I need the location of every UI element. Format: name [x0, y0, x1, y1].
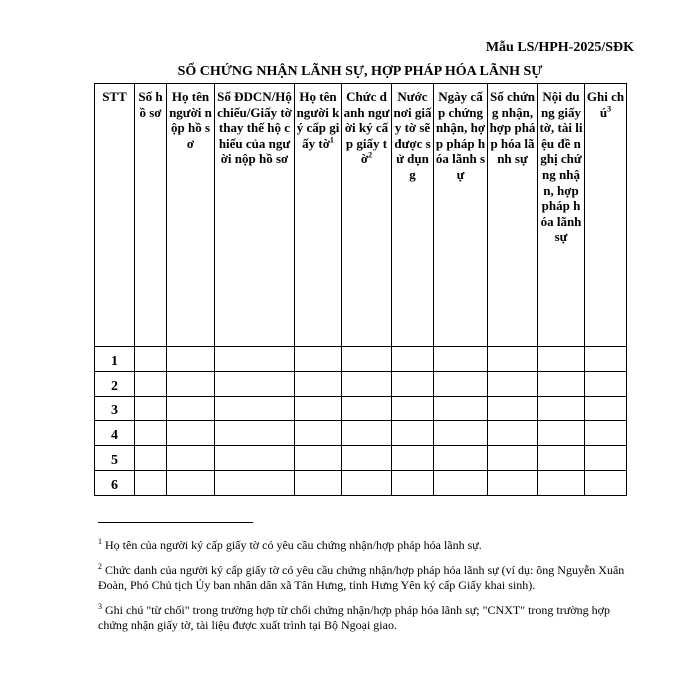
- table-cell: [434, 371, 488, 396]
- table-cell: [434, 470, 488, 495]
- row-number: 4: [95, 421, 135, 446]
- table-cell: [215, 371, 295, 396]
- header-file-number: Số hồ sơ: [135, 84, 167, 347]
- table-cell: [538, 371, 585, 396]
- table-cell: [215, 470, 295, 495]
- footnote-1: $^1$ Họ tên của người ký cấp giấy tờ có yêu cầu chứng nhận/hợp pháp hóa lãnh sự.: [98, 537, 482, 552]
- table-cell: [488, 396, 538, 421]
- table-cell: [434, 421, 488, 446]
- table-cell: [538, 396, 585, 421]
- row-number: 1: [95, 347, 135, 372]
- table-cell: [392, 470, 434, 495]
- table-cell: [135, 347, 167, 372]
- footnote-3: $^3$ Ghi chú "từ chối" trong trường hợp từ chối chứng nhận/hợp pháp hóa lãnh sự; "CNXT" trong trường hợp chứng nhận giấy tờ, tài liệu được xuất trình tại Bộ Ngoại giao.: [98, 601, 610, 632]
- table-cell: [434, 446, 488, 471]
- table-cell: [538, 446, 585, 471]
- header-document-content: Nội dung giấy tờ, tài liệu đề nghị chứng nhận, hợp pháp hóa lãnh sự: [538, 84, 585, 347]
- table-cell: [585, 470, 627, 495]
- table-row: [95, 446, 627, 471]
- table-cell: [135, 371, 167, 396]
- footnote-divider: [98, 522, 253, 523]
- table-cell: [167, 347, 215, 372]
- table-cell: [342, 371, 392, 396]
- table-cell: [342, 470, 392, 495]
- row-number: 3: [95, 396, 135, 421]
- table-row: [95, 396, 627, 421]
- row-number: 2: [95, 371, 135, 396]
- table-header-row: [95, 84, 627, 347]
- header-notes: Ghi chú$^3$: [585, 84, 627, 347]
- table-cell: [135, 396, 167, 421]
- footnotes: [98, 534, 630, 639]
- table-cell: [167, 470, 215, 495]
- table-cell: [167, 421, 215, 446]
- table-cell: [215, 347, 295, 372]
- table-cell: [392, 421, 434, 446]
- table-cell: [538, 470, 585, 495]
- table-row: [95, 347, 627, 372]
- register-table: [94, 83, 627, 496]
- table-cell: [167, 446, 215, 471]
- table-row: [95, 470, 627, 495]
- table-cell: [488, 446, 538, 471]
- table-cell: [215, 421, 295, 446]
- table-cell: [167, 371, 215, 396]
- table-cell: [538, 347, 585, 372]
- table-cell: [585, 396, 627, 421]
- table-cell: [342, 421, 392, 446]
- header-certificate-number: Số chứng nhận, hợp pháp hóa lãnh sự: [488, 84, 538, 347]
- table-cell: [585, 421, 627, 446]
- table-cell: [392, 371, 434, 396]
- row-number: 6: [95, 470, 135, 495]
- header-applicant-name: Họ tên người nộp hồ sơ: [167, 84, 215, 347]
- table-cell: [488, 371, 538, 396]
- table-cell: [585, 371, 627, 396]
- table-cell: [167, 396, 215, 421]
- table-cell: [538, 421, 585, 446]
- table-cell: [135, 470, 167, 495]
- table-row: [95, 371, 627, 396]
- table-cell: [295, 421, 342, 446]
- table-cell: [295, 470, 342, 495]
- table-cell: [342, 446, 392, 471]
- table-cell: [295, 371, 342, 396]
- header-signer-name: Họ tên người ký cấp giấy tờ$^1$: [295, 84, 342, 347]
- table-row: [95, 421, 627, 446]
- header-issue-date: Ngày cấp chứng nhận, hợp pháp hóa lãnh sự: [434, 84, 488, 347]
- table-cell: [342, 347, 392, 372]
- table-cell: [488, 347, 538, 372]
- row-number: 5: [95, 446, 135, 471]
- table-cell: [488, 470, 538, 495]
- table-cell: [342, 396, 392, 421]
- table-cell: [488, 421, 538, 446]
- table-cell: [215, 396, 295, 421]
- header-stt: STT: [95, 84, 135, 347]
- table-cell: [585, 446, 627, 471]
- table-cell: [135, 446, 167, 471]
- form-code: Mẫu LS/HPH-2025/SĐK: [485, 40, 634, 55]
- header-signer-title: Chức danh người ký cấp giấy tờ$^2$: [342, 84, 392, 347]
- table-cell: [295, 347, 342, 372]
- table-cell: [295, 396, 342, 421]
- table-cell: [135, 421, 167, 446]
- header-country: Nước nơi giấy tờ sẽ được sử dụng: [392, 84, 434, 347]
- footnote-2: $^2$ Chức danh của người ký cấp giấy tờ có yêu cầu chứng nhận/hợp pháp hóa lãnh sự (ví dụ: ông Nguyễn Xuân Đoàn, Phó Chủ tịch Ủy ban nhân dân xã Tân Hưng, tỉnh Hưng Yên ký cấp Giấy khai sinh).: [98, 561, 625, 592]
- table-cell: [392, 347, 434, 372]
- table-cell: [392, 446, 434, 471]
- table-cell: [392, 396, 434, 421]
- document-title: SỔ CHỨNG NHẬN LÃNH SỰ, HỢP PHÁP HÓA LÃNH SỰ: [177, 64, 543, 79]
- table-cell: [295, 446, 342, 471]
- header-id-passport: Số ĐDCN/Hộ chiếu/Giấy tờ thay thế hộ chiếu của người nộp hồ sơ: [215, 84, 295, 347]
- table-cell: [434, 347, 488, 372]
- table-cell: [585, 347, 627, 372]
- table-cell: [215, 446, 295, 471]
- table-cell: [434, 396, 488, 421]
